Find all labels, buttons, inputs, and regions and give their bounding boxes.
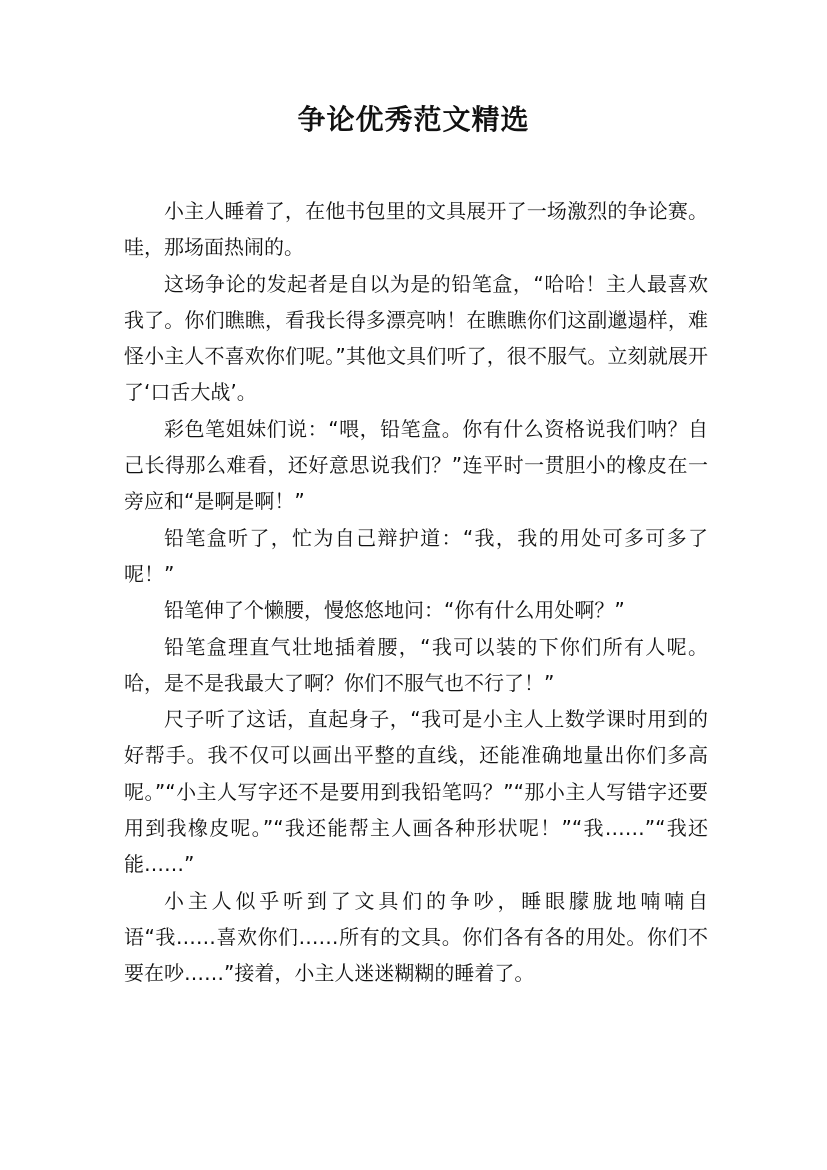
paragraph-8: 小主人似乎听到了文具们的争吵，睡眼朦胧地喃喃自语“我……喜欢你们……所有的文具。你们各有各的用处。你们不要在吵……”接着，小主人迷迷糊糊的睡着了。 xyxy=(124,888,708,986)
paragraph-2: 这场争论的发起者是自以为是的铅笔盒，“哈哈！主人最喜欢我了。你们瞧瞧，看我长得多漂亮呐！在瞧瞧你们这副邋遢样，难怪小主人不喜欢你们呢。”其他文具们听了，很不服气。立刻就展开了‘口舌大战’。 xyxy=(124,271,708,405)
paragraph-1: 小主人睡着了，在他书包里的文具展开了一场激烈的争论赛。哇，那场面热闹的。 xyxy=(124,199,708,260)
paragraph-5: 铅笔伸了个懒腰，慢悠悠地问：“你有什么用处啊？” xyxy=(164,598,625,623)
paragraph-4: 铅笔盒听了，忙为自己辩护道：“我，我的用处可多可多了呢！” xyxy=(124,525,708,586)
page-title: 争论优秀范文精选 xyxy=(297,103,530,136)
paragraph-3: 彩色笔姐妹们说：“喂，铅笔盒。你有什么资格说我们呐？自己长得那么难看，还好意思说我们？”连平时一贯胆小的橡皮在一旁应和“是啊是啊！” xyxy=(124,416,708,514)
article-body xyxy=(124,193,708,992)
paragraph-7: 尺子听了这话，直起身子，“我可是小主人上数学课时用到的好帮手。我不仅可以画出平整的直线，还能准确地量出你们多高呢。”“小主人写字还不是要用到我铅笔吗？”“那小主人写错字还要用到我橡皮呢。”“我还能帮主人画各种形状呢！”“我……”“我还能……” xyxy=(124,707,708,877)
paragraph-6: 铅笔盒理直气壮地插着腰，“我可以装的下你们所有人呢。哈，是不是我最大了啊？你们不服气也不行了！” xyxy=(124,634,708,695)
